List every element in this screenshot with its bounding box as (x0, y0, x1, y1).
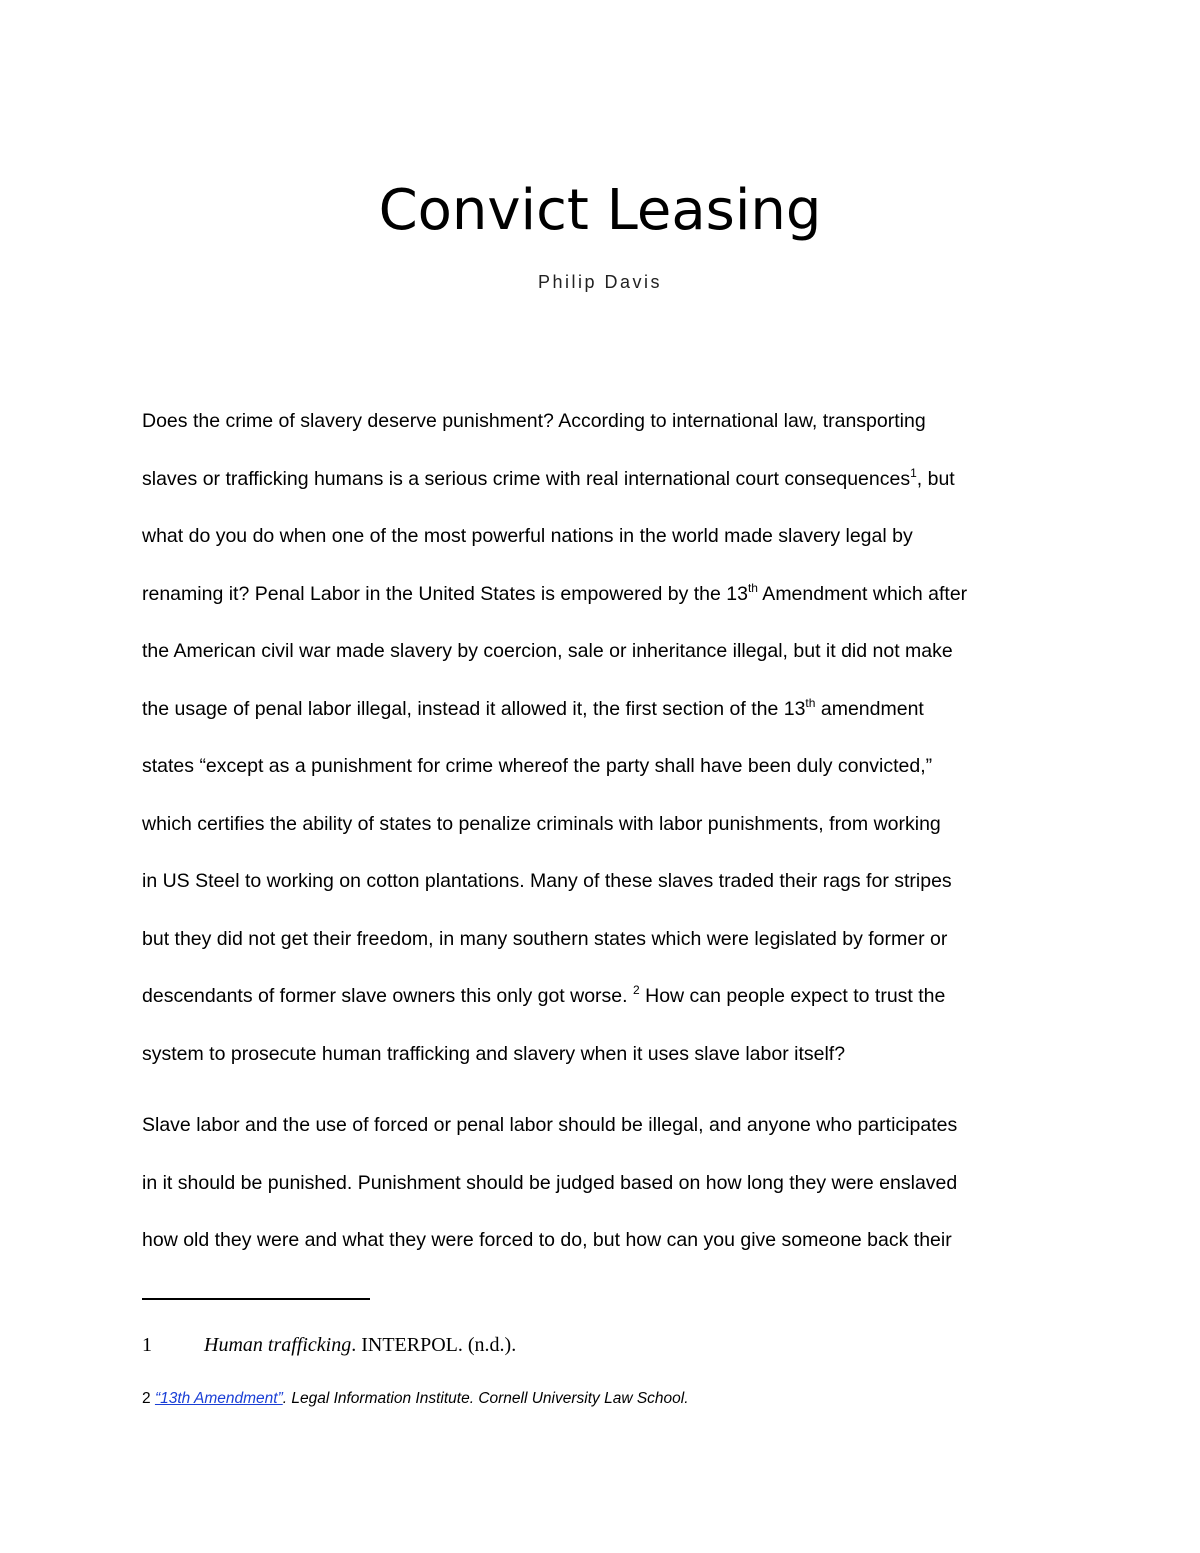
text-line: system to prosecute human trafficking and slavery when it uses slave labor itself? (142, 1042, 846, 1065)
footnote-ref-1[interactable]: 1 (910, 465, 917, 480)
paragraph-1 (142, 393, 1067, 1083)
text-line: how old they were and what they were forced to do, but how can you give someone back their (142, 1229, 952, 1251)
text-run: Amendment which after (757, 582, 968, 605)
footnote-2 (142, 1390, 689, 1408)
text-run: , but (916, 467, 955, 490)
text-line: which certifies the ability of states to penalize criminals with labor punishments, from working (142, 812, 941, 835)
footnote-source-rest: . Legal Information Institute. Cornell University Law School. (282, 1390, 689, 1407)
footnote-source-rest: . INTERPOL. (n.d.). (351, 1334, 517, 1356)
text-line (142, 451, 1067, 509)
text-line: Does the crime of slavery deserve punishment? According to international law, transporting (142, 410, 926, 432)
text-run: amendment (815, 697, 924, 720)
footnote-source-title: Human trafficking (204, 1334, 352, 1356)
text-line: the American civil war made slavery by coercion, sale or inheritance illegal, but it did not make (142, 640, 953, 662)
text-line: in it should be punished. Punishment should be judged based on how long they were enslaved (142, 1171, 958, 1194)
text-line: in US Steel to working on cotton plantations. Many of these slaves traded their rags for stripes (142, 870, 952, 892)
text-line: what do you do when one of the most powerful nations in the world made slavery legal by (142, 525, 913, 547)
text-run: the usage of penal labor illegal, instead it allowed it, the first section of the 13 (142, 697, 806, 720)
text-line (142, 566, 1067, 624)
footnote-number: 1 (142, 1334, 152, 1356)
text-run: How can people expect to trust the (639, 985, 946, 1007)
author-name: Philip Davis (537, 272, 663, 292)
text-line: but they did not get their freedom, in many southern states which were legislated by former or (142, 927, 948, 950)
paragraph-2 (142, 1097, 1067, 1270)
text-run: slaves or trafficking humans is a serious crime with real international court consequences (142, 467, 911, 490)
text-line: states “except as a punishment for crime whereof the party shall have been duly convicted,” (142, 755, 933, 777)
superscript-th: th (805, 695, 816, 710)
text-run: renaming it? Penal Labor in the United States is empowered by the 13 (142, 582, 748, 605)
text-line (142, 681, 1067, 739)
text-line (142, 968, 1067, 1026)
footnote-separator (142, 1298, 370, 1300)
text-line: Slave labor and the use of forced or penal labor should be illegal, and anyone who participates (142, 1114, 958, 1136)
footnote-1 (142, 1334, 516, 1357)
footnote-ref-2[interactable]: 2 (633, 983, 640, 997)
footnote-link[interactable]: “13th Amendment” (154, 1390, 283, 1407)
superscript-th: th (747, 580, 758, 595)
footnote-number: 2 (142, 1390, 151, 1407)
document-title: Convict Leasing (378, 177, 822, 243)
text-run: descendants of former slave owners this only got worse. (142, 985, 633, 1007)
